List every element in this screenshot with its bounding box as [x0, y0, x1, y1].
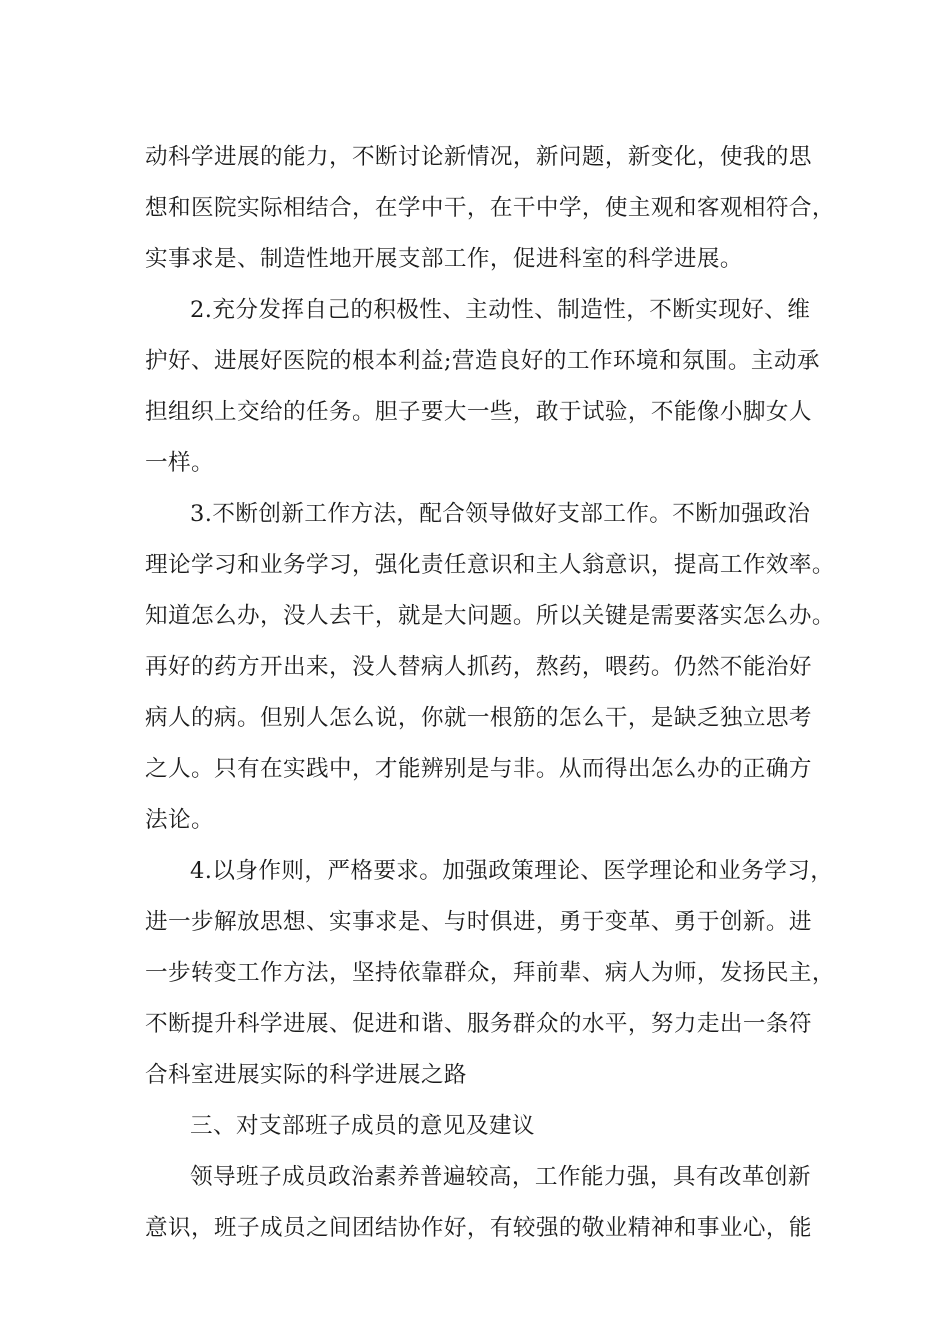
text-line: 护好、进展好医院的根本利益;营造良好的工作环境和氛围。主动承 — [145, 348, 820, 374]
text-line: 动科学进展的能力，不断讨论新情况，新问题，新变化，使我的思 — [145, 144, 812, 170]
paragraph-start-line: 2.充分发挥自己的积极性、主动性、制造性，不断实现好、维 — [190, 297, 811, 323]
text-line: 之人。只有在实践中，才能辨别是与非。从而得出怎么办的正确方 — [145, 756, 812, 782]
text-line: 法论。 — [145, 807, 214, 833]
text-line: 一样。 — [145, 450, 214, 476]
text-line: 实事求是、制造性地开展支部工作，促进科室的科学进展。 — [145, 246, 743, 272]
section-heading: 三、对支部班子成员的意见及建议 — [190, 1113, 535, 1139]
text-line: 担组织上交给的任务。胆子要大一些，敢于试验，不能像小脚女人 — [145, 399, 812, 425]
document-body — [145, 132, 835, 1254]
text-line: 病人的病。但别人怎么说，你就一根筋的怎么干，是缺乏独立思考 — [145, 705, 812, 731]
text-line: 不断提升科学进展、促进和谐、服务群众的水平，努力走出一条符 — [145, 1011, 812, 1037]
text-line: 一步转变工作方法，坚持依靠群众，拜前辈、病人为师，发扬民主， — [145, 960, 835, 986]
text-line: 意识，班子成员之间团结协作好，有较强的敬业精神和事业心，能 — [145, 1215, 812, 1241]
text-line: 进一步解放思想、实事求是、与时俱进，勇于变革、勇于创新。进 — [145, 909, 812, 935]
text-line: 知道怎么办，没人去干，就是大问题。所以关键是需要落实怎么办。 — [145, 603, 835, 629]
text-line: 理论学习和业务学习，强化责任意识和主人翁意识，提高工作效率。 — [145, 552, 835, 578]
text-line: 再好的药方开出来，没人替病人抓药，熬药，喂药。仍然不能治好 — [145, 654, 812, 680]
text-line: 合科室进展实际的科学进展之路 — [145, 1062, 467, 1088]
paragraph-start-line: 4.以身作则，严格要求。加强政策理论、医学理论和业务学习， — [190, 858, 834, 884]
paragraph-start-line: 3.不断创新工作方法，配合领导做好支部工作。不断加强政治 — [190, 501, 811, 527]
paragraph-start-line: 领导班子成员政治素养普遍较高，工作能力强，具有改革创新 — [190, 1164, 811, 1190]
text-line: 想和医院实际相结合，在学中干，在干中学，使主观和客观相符合， — [145, 195, 835, 221]
